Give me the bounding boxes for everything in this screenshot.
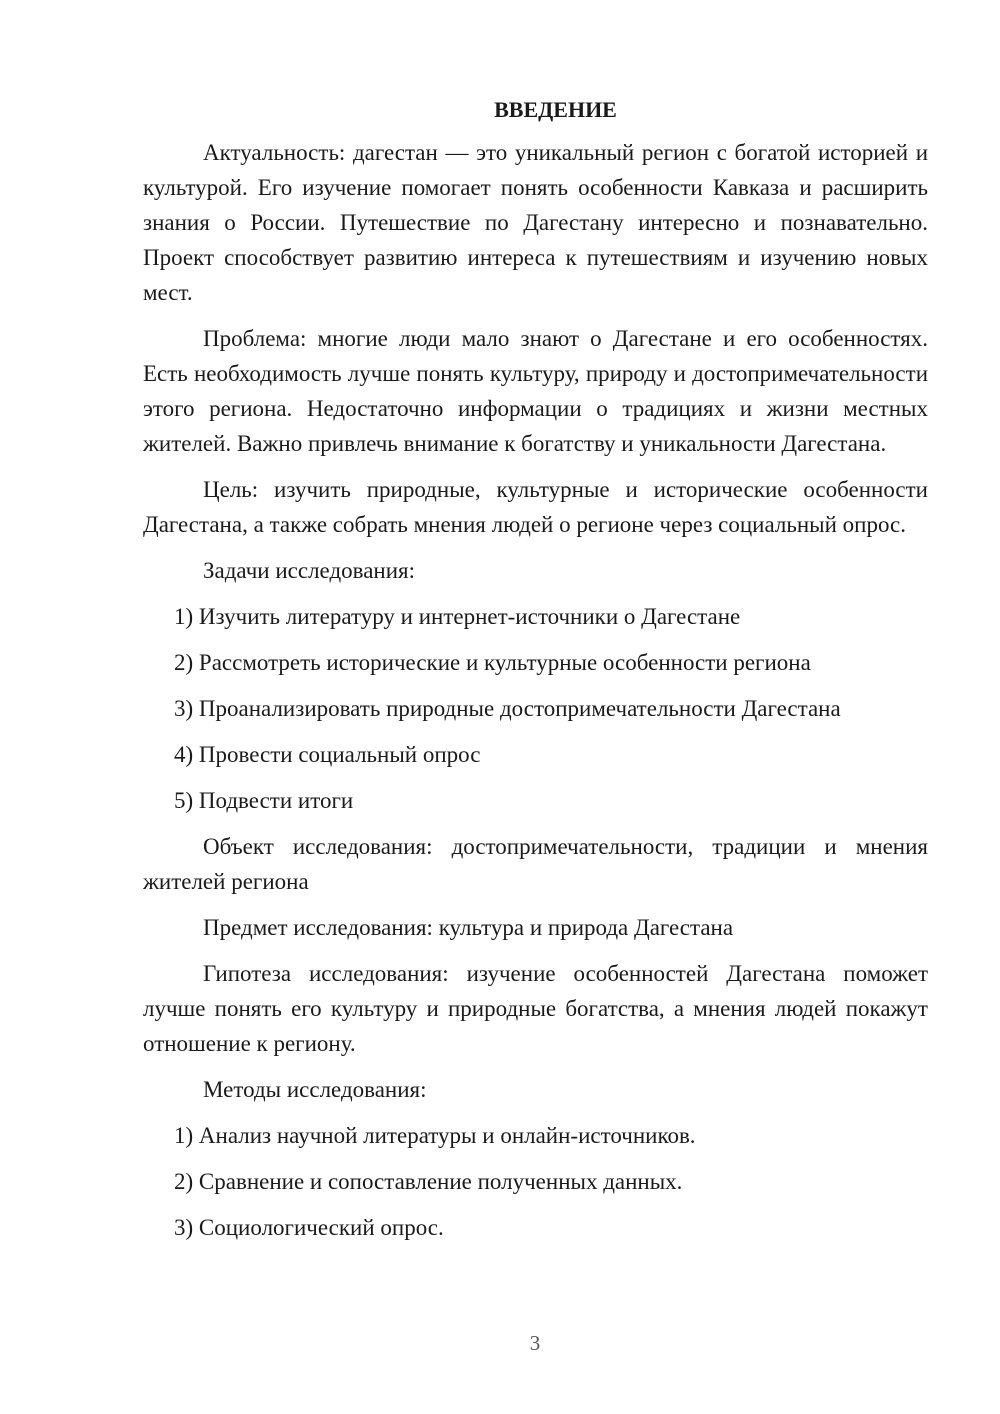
- list-item: 3) Проанализировать природные достопримечательности Дагестана: [174, 696, 841, 721]
- tasks-heading: Задачи исследования:: [203, 558, 416, 583]
- list-item: 1) Изучить литературу и интернет-источники о Дагестане: [174, 604, 741, 629]
- list-item: 2) Сравнение и сопоставление полученных данных.: [174, 1169, 683, 1194]
- methods-heading: Методы исследования:: [203, 1077, 427, 1102]
- list-item: 1) Анализ научной литературы и онлайн-источников.: [174, 1123, 696, 1148]
- problem-paragraph: Проблема: многие люди мало знают о Дагестане и его особенностях. Есть необходимость лучше понять культуру, природу и достопримечательности этого региона. Недостаточно информации о традициях и жизни местных жителей. Важно привлечь внимание к богатству и уникальности Дагестана.: [143, 326, 928, 456]
- subject-paragraph: Предмет исследования: культура и природа Дагестана: [203, 915, 734, 940]
- list-item: 3) Социологический опрос.: [174, 1215, 444, 1240]
- list-item: 4) Провести социальный опрос: [174, 742, 481, 767]
- relevance-paragraph: Актуальность: дагестан — это уникальный регион с богатой историей и культурой. Его изучение помогает понять особенности Кавказа и расширить знания о России. Путешествие по Дагестану интересно и познавательно. Проект способствует развитию интереса к путешествиям и изучению новых мест.: [143, 140, 928, 305]
- page-title: ВВЕДЕНИЕ: [494, 97, 617, 122]
- list-item: 2) Рассмотреть исторические и культурные особенности региона: [174, 650, 811, 675]
- object-paragraph: Объект исследования: достопримечательности, традиции и мнения жителей региона: [143, 834, 928, 894]
- page-number: 3: [529, 1331, 541, 1355]
- list-item: 5) Подвести итоги: [174, 788, 354, 813]
- page-content: [143, 92, 928, 1256]
- tasks-list: [143, 599, 928, 818]
- methods-list: [143, 1118, 928, 1245]
- hypothesis-paragraph: Гипотеза исследования: изучение особенностей Дагестана поможет лучше понять его культуру и природные богатства, а мнения людей покажут отношение к региону.: [143, 961, 928, 1056]
- goal-paragraph: Цель: изучить природные, культурные и исторические особенности Дагестана, а также собрать мнения людей о регионе через социальный опрос.: [143, 477, 928, 537]
